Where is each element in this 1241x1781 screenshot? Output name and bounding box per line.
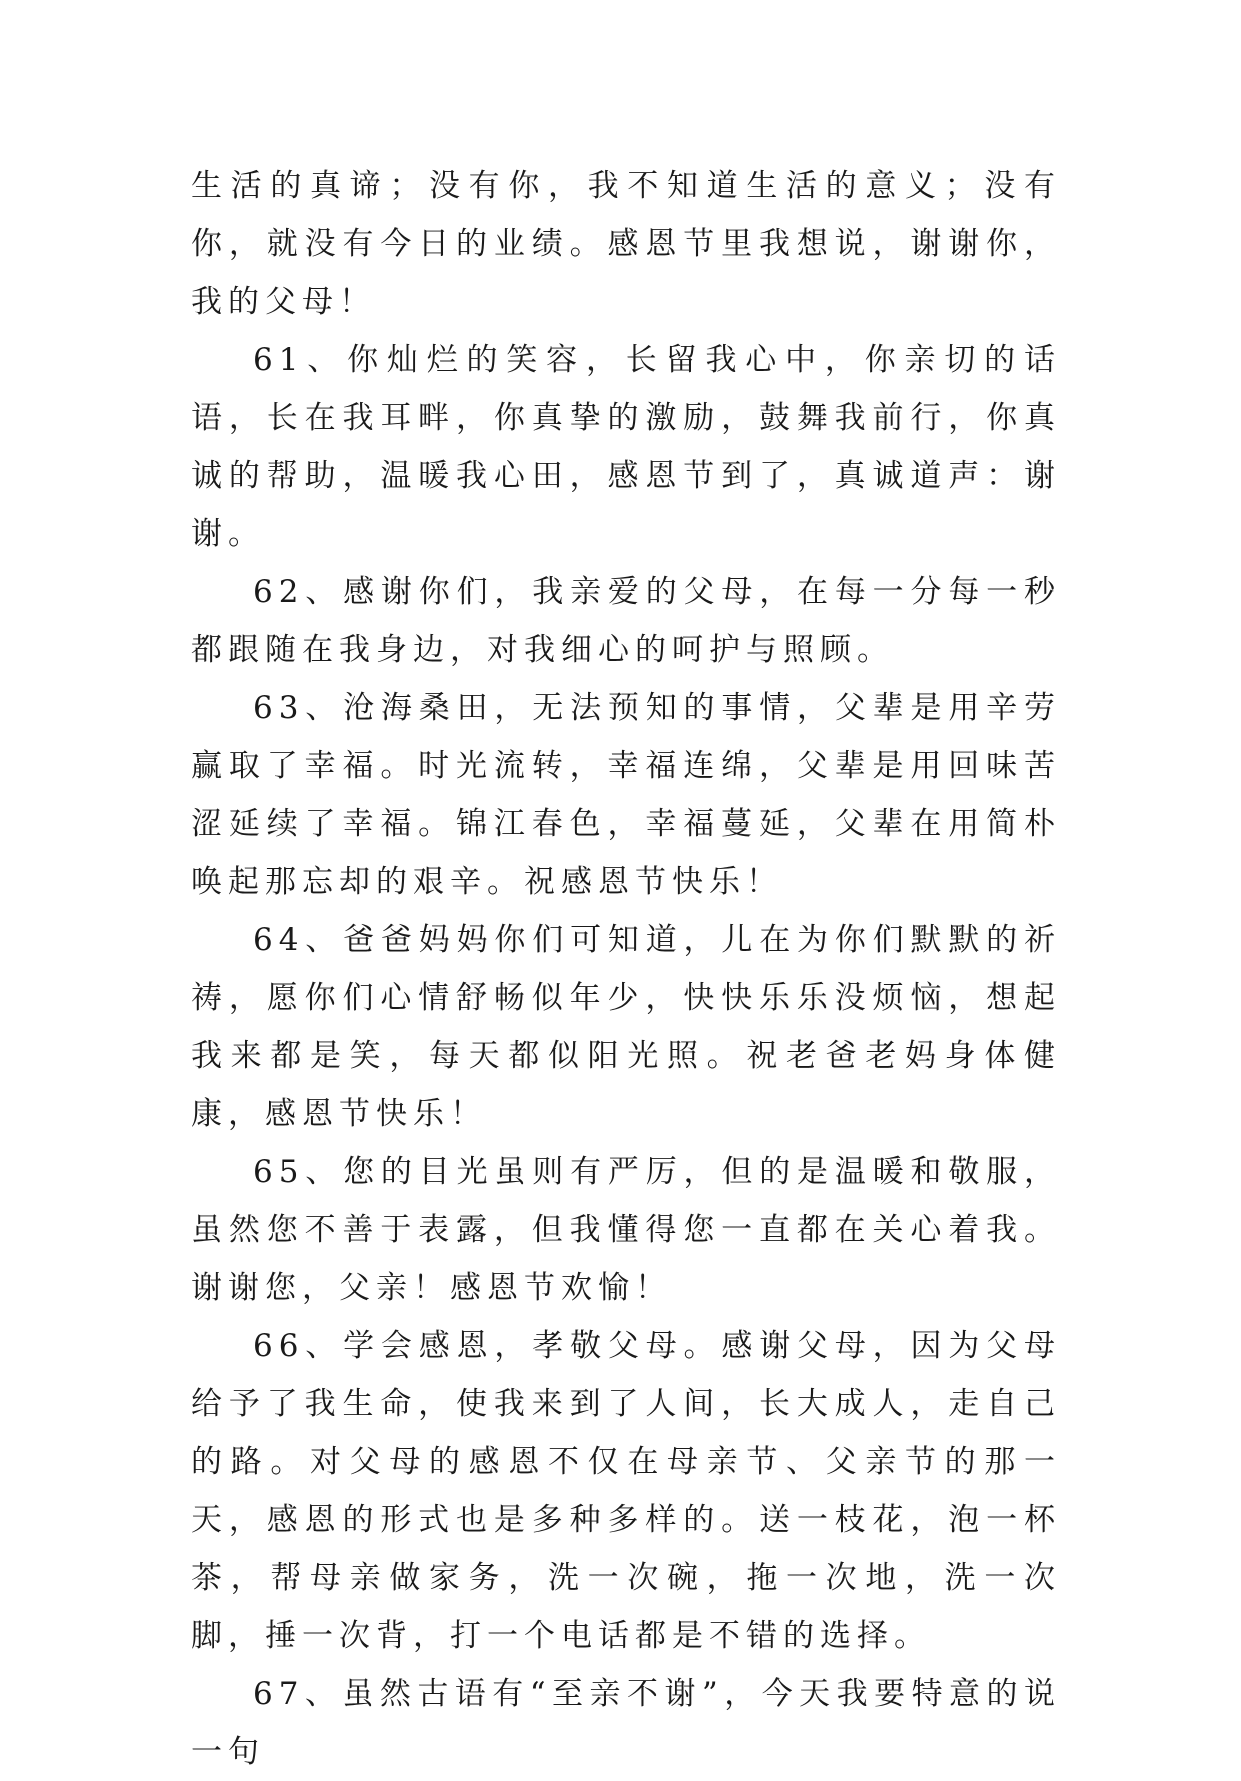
paragraph-62: 62、感谢你们，我亲爱的父母，在每一分每一秒都跟随在我身边，对我细心的呵护与照顾。 <box>191 574 1061 668</box>
paragraph-65: 65、您的目光虽则有严厉，但的是温暖和敬服，虽然您不善于表露，但我懂得您一直都在关心着我。谢谢您，父亲！感恩节欢愉！ <box>191 1154 1061 1306</box>
paragraph-63: 63、沧海桑田，无法预知的事情，父辈是用辛劳赢取了幸福。时光流转，幸福连绵，父辈是用回味苦涩延续了幸福。锦江春色，幸福蔓延，父辈在用简朴唤起那忘却的艰辛。祝感恩节快乐！ <box>191 690 1061 900</box>
paragraph-continued: 生活的真谛；没有你，我不知道生活的意义；没有你，就没有今日的业绩。感恩节里我想说，谢谢你，我的父母！ <box>191 168 1061 320</box>
paragraph-67: 67、虽然古语有“至亲不谢”，今天我要特意的说一句 <box>191 1676 1061 1770</box>
paragraph-66: 66、学会感恩，孝敬父母。感谢父母，因为父母给予了我生命，使我来到了人间，长大成人，走自己的路。对父母的感恩不仅在母亲节、父亲节的那一天，感恩的形式也是多种多样的。送一枝花，泡一杯茶，帮母亲做家务，洗一次碗，拖一次地，洗一次脚，捶一次背，打一个电话都是不错的选择。 <box>191 1328 1061 1654</box>
document-body <box>191 157 1061 1781</box>
paragraph-61: 61、你灿烂的笑容，长留我心中，你亲切的话语，长在我耳畔，你真挚的激励，鼓舞我前行，你真诚的帮助，温暖我心田，感恩节到了，真诚道声：谢谢。 <box>191 342 1061 552</box>
paragraph-64: 64、爸爸妈妈你们可知道，儿在为你们默默的祈祷，愿你们心情舒畅似年少，快快乐乐没烦恼，想起我来都是笑，每天都似阳光照。祝老爸老妈身体健康，感恩节快乐！ <box>191 922 1061 1132</box>
